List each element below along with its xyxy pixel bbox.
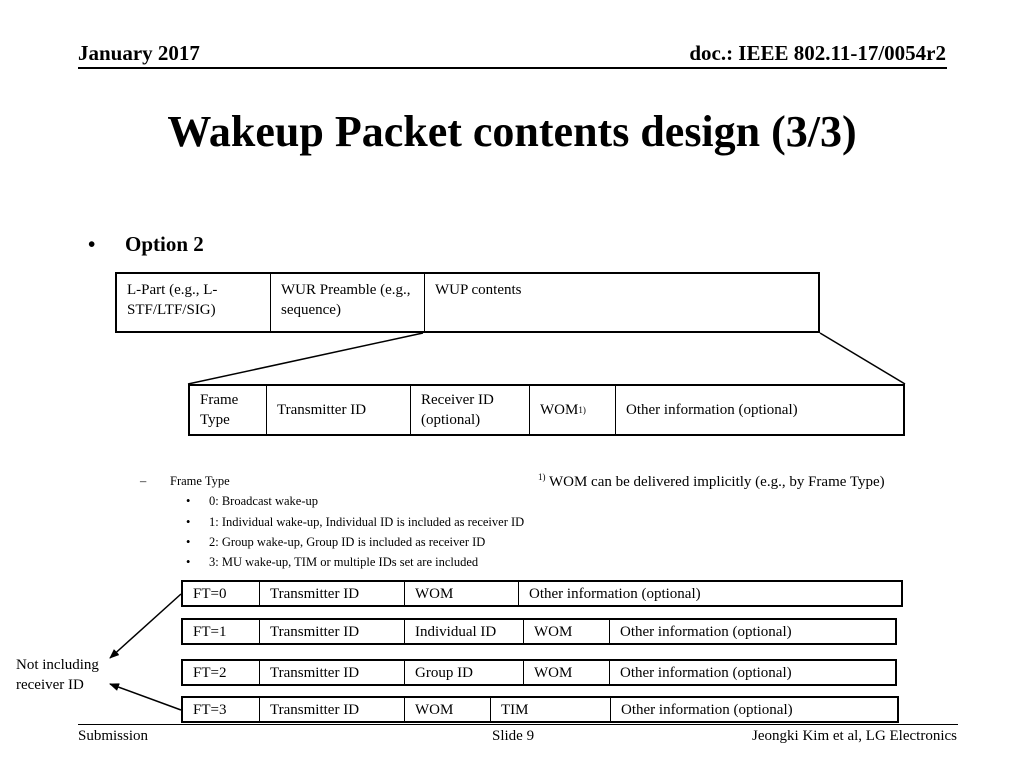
footer-rule [78, 724, 958, 725]
ft1-frame [181, 618, 897, 645]
arrow-ft3 [110, 684, 181, 710]
transmitter-id-cell: Transmitter ID [260, 582, 405, 605]
other-info-cell: Other information (optional) [529, 585, 701, 602]
wom-cell: WOM [524, 620, 610, 643]
other-info-cell: Other information (optional) [626, 402, 798, 418]
bullet-option: Option 2 [125, 232, 204, 256]
wur-preamble-cell: WUR Preamble (e.g., sequence) [271, 274, 425, 331]
list-bullet: • [186, 515, 191, 529]
ft-cell: FT=1 [183, 620, 260, 643]
frame-type-item-2: 2: Group wake-up, Group ID is included as receiver ID [209, 535, 486, 549]
frame-type-item-3: 3: MU wake-up, TIM or multiple IDs set are included [209, 555, 479, 569]
list-bullet: • [186, 555, 191, 569]
transmitter-id-cell: Transmitter ID [260, 620, 405, 643]
frame-type-cell: Frame Type [190, 386, 267, 434]
frame-type-heading: Frame Type [170, 474, 230, 488]
side-note-line2: receiver ID [16, 677, 84, 693]
ft-cell: FT=3 [183, 698, 260, 721]
wom-cell: WOM [405, 698, 491, 721]
wom-cell: WOM [405, 582, 519, 605]
side-note [16, 655, 99, 695]
header-date: January 2017 [78, 41, 200, 65]
wup-contents-frame [188, 384, 905, 436]
ft0-frame [181, 580, 903, 607]
expand-line-right [820, 333, 905, 384]
transmitter-id-cell: Transmitter ID [260, 698, 405, 721]
other-info-cell: Other information (optional) [621, 701, 793, 718]
l-part-cell: L-Part (e.g., L-STF/LTF/SIG) [117, 274, 271, 331]
group-id-cell: Group ID [405, 661, 524, 684]
footnote-text: WOM can be delivered implicitly (e.g., by Frame Type) [548, 474, 885, 490]
bullet-marker: • [88, 232, 96, 256]
footer-submission: Submission [78, 728, 149, 744]
slide-title: Wakeup Packet contents design (3/3) [167, 107, 857, 156]
ft2-frame [181, 659, 897, 686]
other-info-cell: Other information (optional) [620, 664, 792, 681]
ft-cell: FT=0 [183, 582, 260, 605]
frame-type-item-1: 1: Individual wake-up, Individual ID is included as receiver ID [209, 515, 525, 529]
receiver-id-cell: Receiver ID (optional) [411, 386, 530, 434]
wom-label: WOM [540, 402, 579, 418]
ft3-frame [181, 696, 899, 723]
footer-slide-number: Slide 9 [492, 728, 535, 744]
frame-type-dash: – [140, 474, 147, 488]
individual-id-cell: Individual ID [405, 620, 524, 643]
ft-cell: FT=2 [183, 661, 260, 684]
wup-contents-cell: WUP contents [435, 282, 522, 298]
tim-cell: TIM [491, 698, 611, 721]
frame-type-item-0: 0: Broadcast wake-up [209, 494, 318, 508]
wom-cell: WOM [524, 661, 610, 684]
footnote [538, 474, 885, 491]
list-bullet: • [186, 535, 191, 549]
footnote-marker: 1) [538, 472, 546, 482]
expand-line-left [188, 333, 423, 384]
transmitter-id-cell: Transmitter ID [260, 661, 405, 684]
wom-cell: WOM 1) [530, 386, 616, 434]
side-note-line1: Not including [16, 657, 99, 673]
footer-author: Jeongki Kim et al, LG Electronics [752, 728, 957, 744]
header-doc-id: doc.: IEEE 802.11-17/0054r2 [689, 41, 946, 65]
other-info-cell: Other information (optional) [620, 623, 792, 640]
arrow-ft0 [110, 594, 181, 658]
list-bullet: • [186, 494, 191, 508]
transmitter-id-cell: Transmitter ID [267, 386, 411, 434]
